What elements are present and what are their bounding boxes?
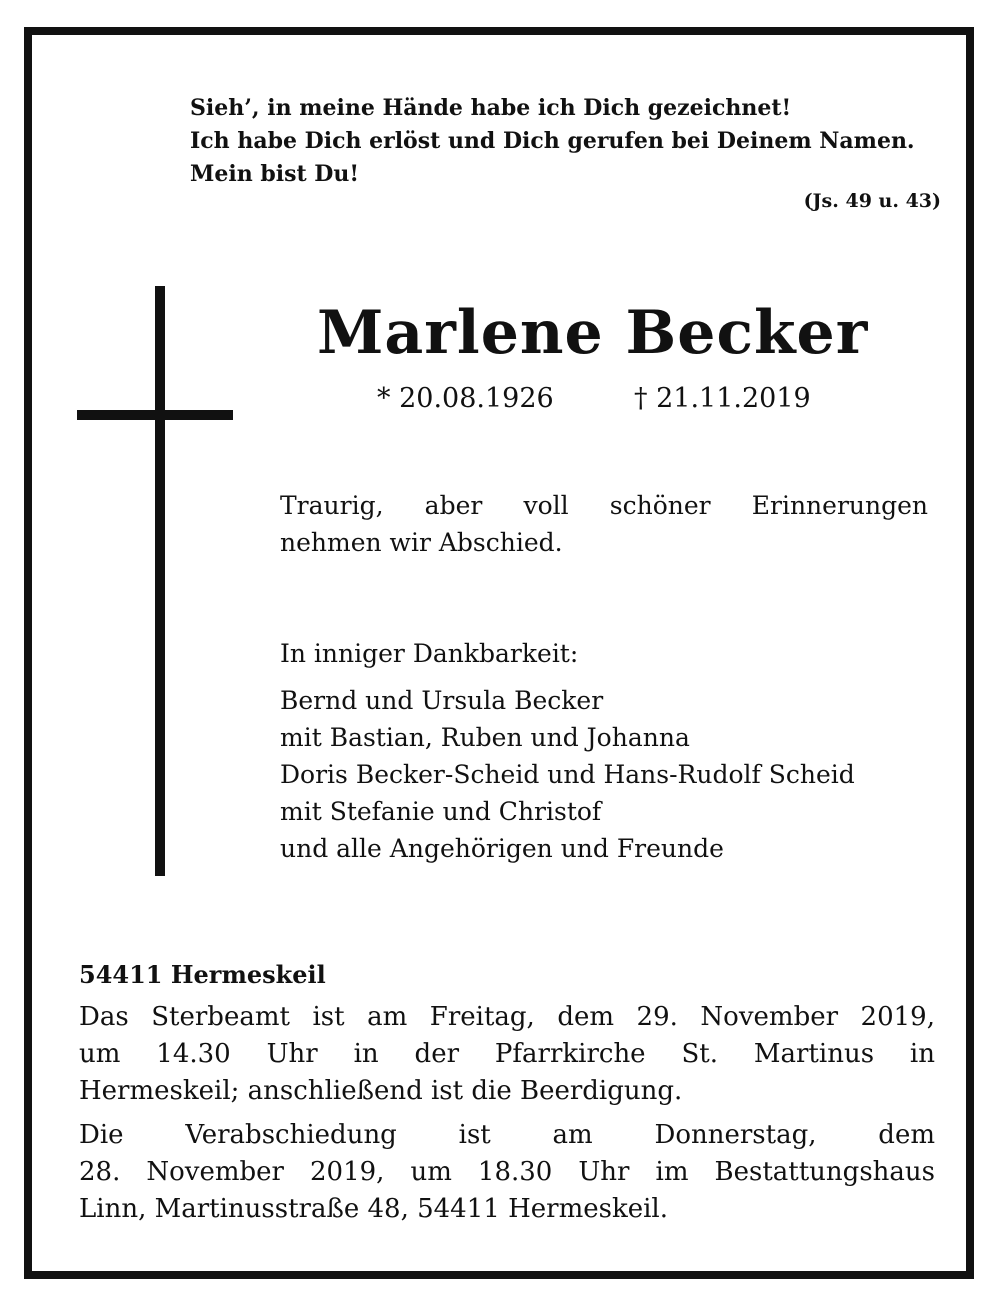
deceased-name: Marlene Becker: [317, 298, 869, 368]
requiem-line-2: um 14.30 Uhr in der Pfarrkirche St. Martinus in: [79, 1039, 935, 1069]
mourner-line: Bernd und Ursula Becker: [280, 686, 604, 715]
mourner-line: und alle Angehörigen und Freunde: [280, 834, 724, 863]
mourners-list: [280, 635, 928, 867]
farewell-line-2: 28. November 2019, um 18.30 Uhr im Bestattungshaus: [79, 1157, 935, 1187]
mourning-text: [280, 487, 928, 561]
bible-verse: [190, 92, 915, 191]
farewell-line-1: Die Verabschiedung ist am Donnerstag, dem: [79, 1120, 935, 1150]
mourner-line: mit Bastian, Ruben und Johanna: [280, 723, 690, 752]
mourning-line-1: Traurig, aber voll schöner Erinnerungen: [280, 491, 928, 520]
requiem-paragraph: [79, 999, 935, 1110]
requiem-line-3: Hermeskeil; anschließend ist die Beerdigung.: [79, 1076, 683, 1106]
verse-reference: (Js. 49 u. 43): [803, 190, 941, 212]
mourner-line: mit Stefanie und Christof: [280, 797, 602, 826]
requiem-line-1: Das Sterbeamt ist am Freitag, dem 29. November 2019,: [79, 1002, 935, 1032]
verse-line-1: Sieh’, in meine Hände habe ich Dich gezeichnet!: [190, 95, 792, 121]
farewell-line-3: Linn, Martinusstraße 48, 54411 Hermeskeil.: [79, 1194, 668, 1224]
birth-date: * 20.08.1926: [377, 383, 554, 414]
verse-line-3: Mein bist Du!: [190, 161, 360, 187]
cross-icon: [155, 286, 165, 876]
farewell-paragraph: [79, 1117, 935, 1228]
mourner-line: Doris Becker-Scheid und Hans-Rudolf Scheid: [280, 760, 855, 789]
thanks-heading: In inniger Dankbarkeit:: [280, 639, 579, 668]
verse-line-2: Ich habe Dich erlöst und Dich gerufen bei Deinem Namen.: [190, 128, 915, 154]
mourning-line-2: nehmen wir Abschied.: [280, 528, 563, 557]
death-date: † 21.11.2019: [634, 383, 811, 414]
place-heading: 54411 Hermeskeil: [79, 960, 326, 989]
obituary-frame: [24, 27, 974, 1279]
cross-icon-beam: [77, 410, 233, 420]
service-details: [79, 999, 935, 1228]
